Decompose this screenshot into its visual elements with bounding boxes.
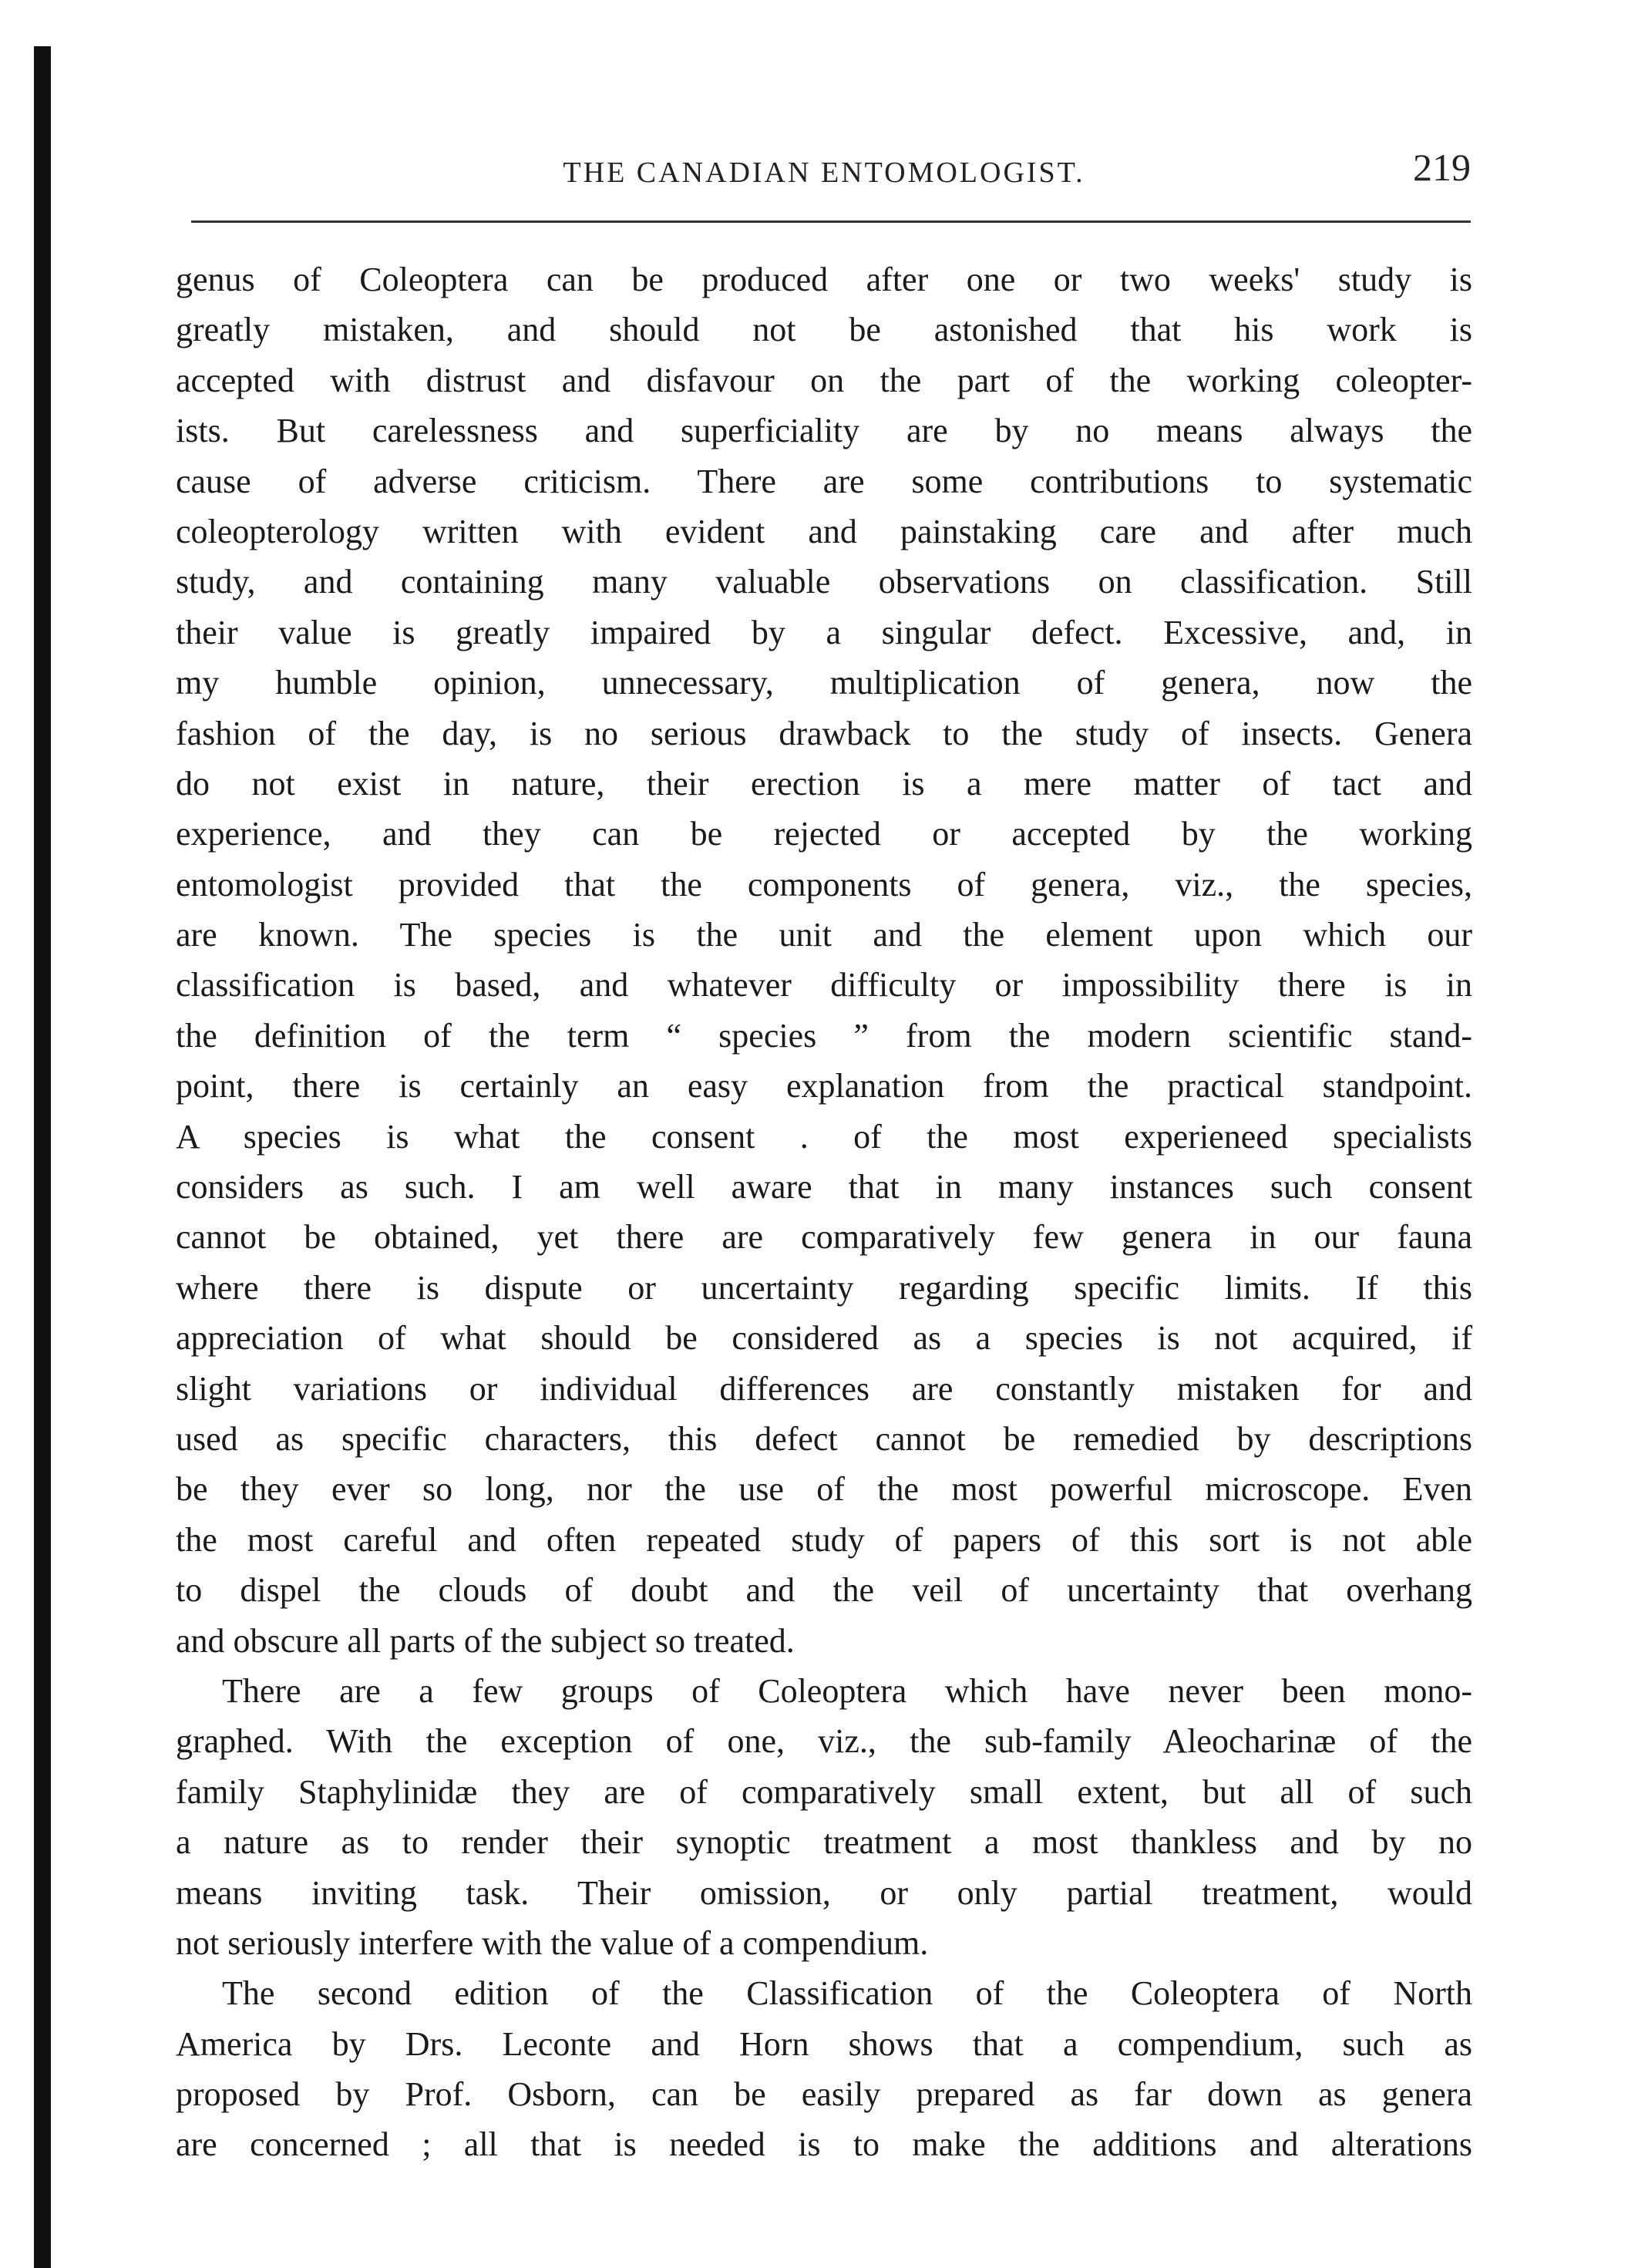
paragraph	[176, 1666, 1472, 1968]
text-line: study, and containing many valuable observations on classification. Still	[176, 563, 1472, 601]
text-line: classification is based, and whatever difficulty or impossibility there is in	[176, 966, 1472, 1004]
text-line: appreciation of what should be considered as a species is not acquired, if	[176, 1319, 1472, 1358]
text-line: means inviting task. Their omission, or only partial treatment, would	[176, 1873, 1472, 1912]
journal-title: THE CANADIAN ENTOMOLOGIST.	[563, 156, 1085, 189]
text-line: point, there is certainly an easy explanation from the practical standpoint.	[176, 1067, 1472, 1105]
text-line: proposed by Prof. Osborn, can be easily prepared as far down as genera	[176, 2075, 1472, 2114]
text-line: A species is what the consent . of the most experieneed specialists	[176, 1117, 1472, 1156]
header-rule	[191, 220, 1471, 223]
text-line: family Staphylinidæ they are of comparatively small extent, but all of such	[176, 1772, 1472, 1811]
text-line: where there is dispute or uncertainty regarding specific limits. If this	[176, 1268, 1472, 1307]
text-line: a nature as to render their synoptic treatment a most thankless and by no	[176, 1823, 1472, 1862]
paragraph	[176, 254, 1472, 1666]
body-text	[176, 254, 1472, 2170]
text-line: ists. But carelessness and superficiality are by no means always the	[176, 412, 1472, 450]
text-line: entomologist provided that the components of genera, viz., the species,	[176, 865, 1472, 903]
text-line: are known. The species is the unit and the element upon which our	[176, 916, 1472, 954]
text-line: the definition of the term “ species ” from the modern scientific stand-	[176, 1016, 1472, 1055]
text-line: greatly mistaken, and should not be astonished that his work is	[176, 311, 1472, 349]
text-line: slight variations or individual differences are constantly mistaken for and	[176, 1369, 1472, 1408]
text-line: cannot be obtained, yet there are comparatively few genera in our fauna	[176, 1218, 1472, 1257]
text-line: to dispel the clouds of doubt and the veil of uncertainty that overhang	[176, 1571, 1472, 1610]
text-line: America by Drs. Leconte and Horn shows that a compendium, such as	[176, 2024, 1472, 2063]
text-line: my humble opinion, unnecessary, multiplication of genera, now the	[176, 664, 1472, 702]
text-line: The second edition of the Classification of the Coleoptera of North	[222, 1974, 1472, 2013]
scan-edge-shadow	[34, 46, 51, 2268]
text-line: used as specific characters, this defect cannot be remedied by descriptions	[176, 1419, 1472, 1458]
text-line: are concerned ; all that is needed is to make the additions and alterations	[176, 2125, 1472, 2164]
text-line: fashion of the day, is no serious drawback to the study of insects. Genera	[176, 714, 1472, 752]
text-line: accepted with distrust and disfavour on the part of the working coleopter-	[176, 361, 1472, 399]
text-line: considers as such. I am well aware that in many instances such consent	[176, 1168, 1472, 1206]
text-line: coleopterology written with evident and painstaking care and after much	[176, 512, 1472, 550]
text-line: graphed. With the exception of one, viz., the sub-family Aleocharinæ of the	[176, 1722, 1472, 1761]
paragraph	[176, 1968, 1472, 2170]
running-head	[177, 145, 1471, 199]
text-line: be they ever so long, nor the use of the most powerful microscope. Even	[176, 1470, 1472, 1509]
text-line: and obscure all parts of the subject so treated.	[176, 1621, 795, 1660]
text-line: There are a few groups of Coleoptera which have never been mono-	[222, 1671, 1472, 1710]
text-line: their value is greatly impaired by a singular defect. Excessive, and, in	[176, 613, 1472, 651]
text-line: not seriously interfere with the value of a compendium.	[176, 1923, 929, 1962]
text-line: the most careful and often repeated study of papers of this sort is not able	[176, 1520, 1472, 1559]
text-line: do not exist in nature, their erection is a mere matter of tact and	[176, 764, 1472, 803]
text-line: genus of Coleoptera can be produced after one or two weeks' study is	[176, 261, 1472, 298]
text-line: cause of adverse criticism. There are some contributions to systematic	[176, 462, 1472, 500]
page-number: 219	[1413, 146, 1471, 189]
text-line: experience, and they can be rejected or accepted by the working	[176, 815, 1472, 853]
